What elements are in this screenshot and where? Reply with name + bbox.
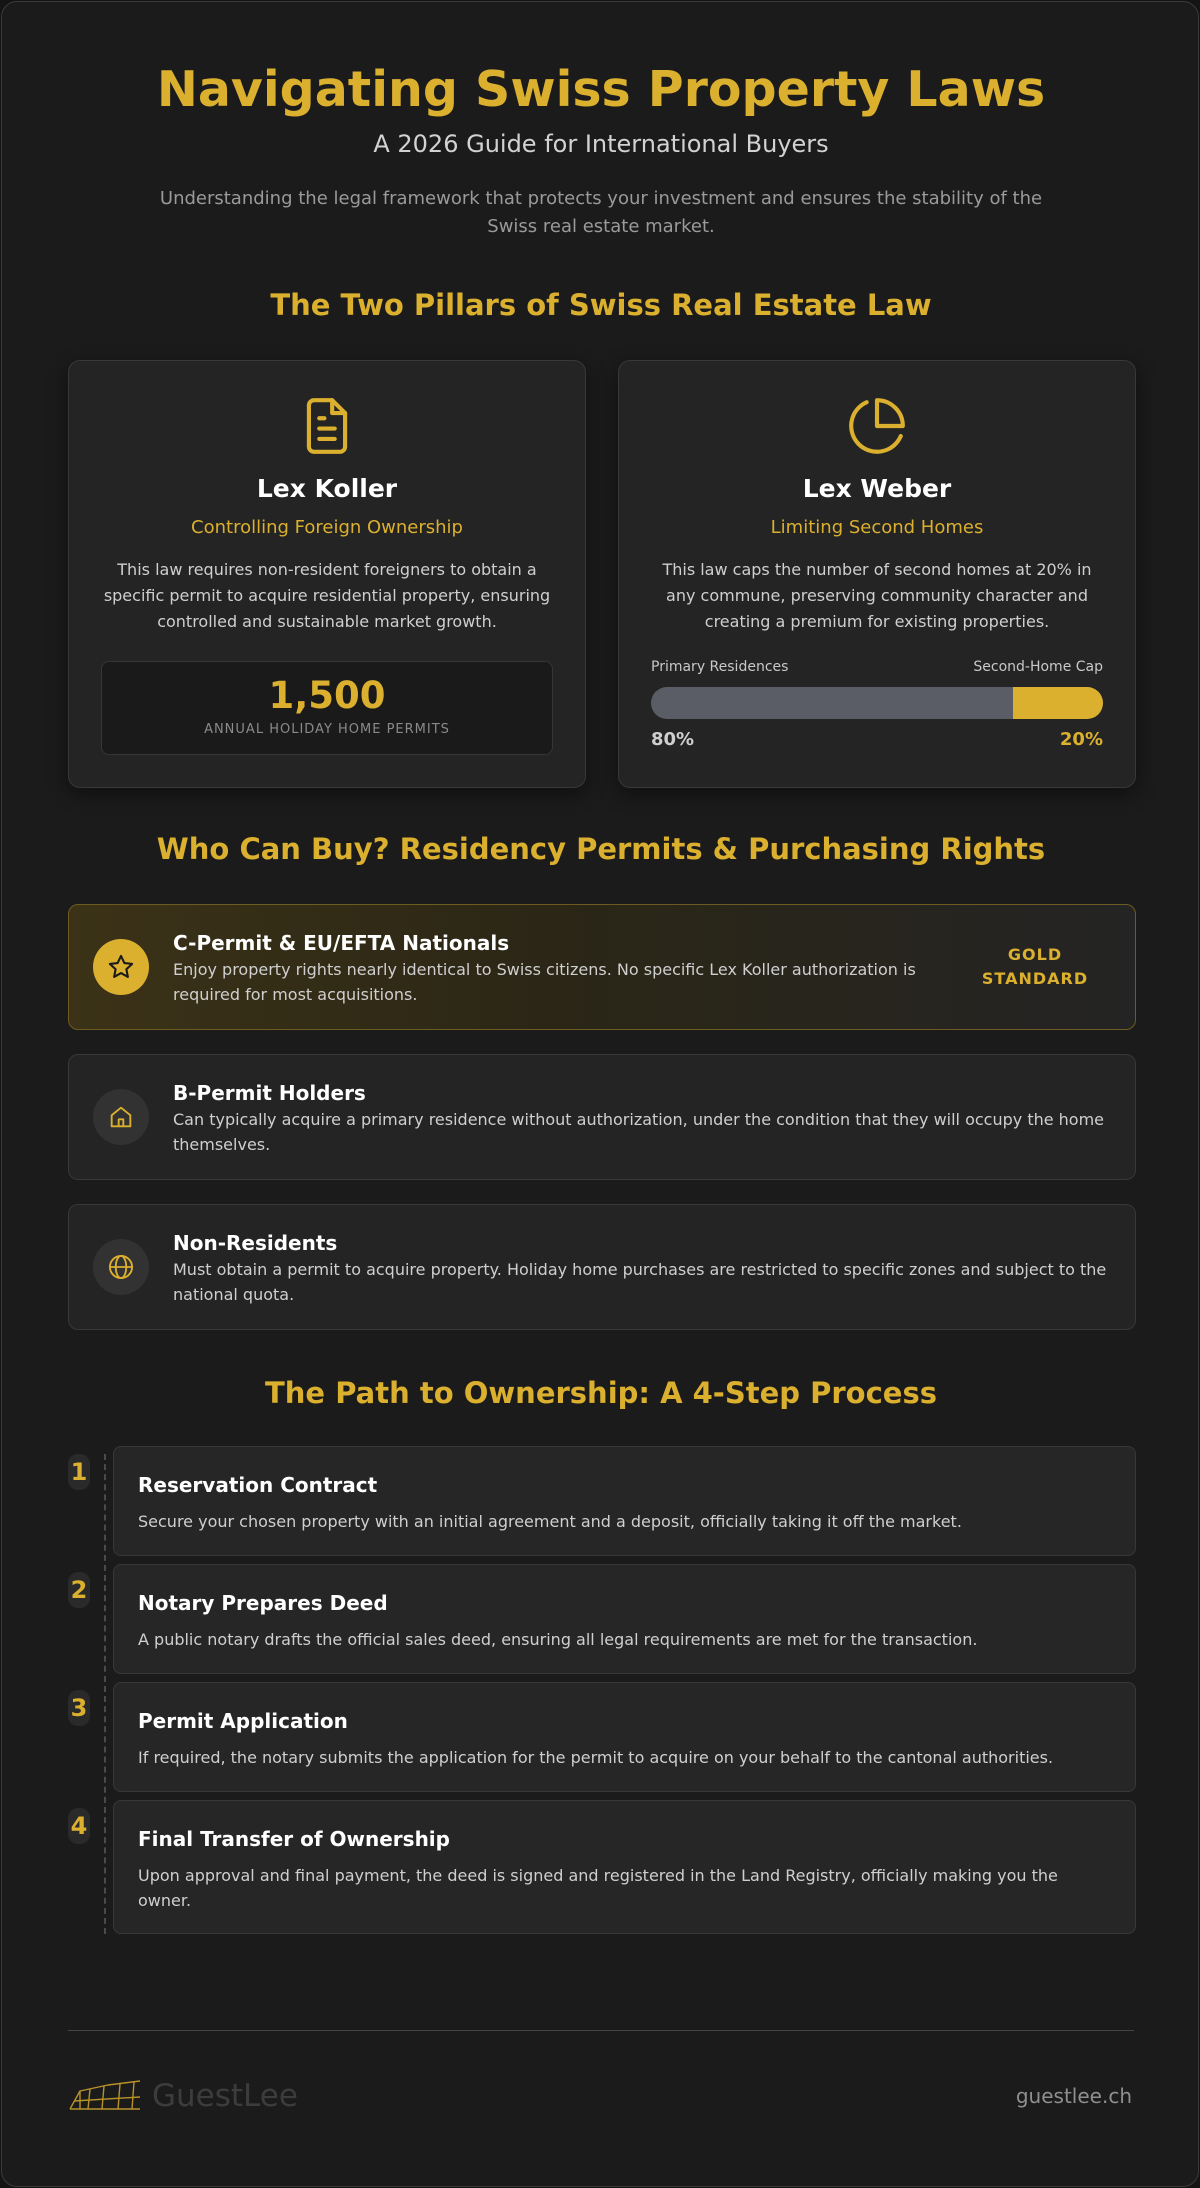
- primary-residences-value: 80%: [651, 729, 695, 750]
- step-card-reservation: [113, 1446, 1136, 1556]
- star-icon-circle: [93, 939, 149, 995]
- permit-stat-value: 1,500: [268, 674, 386, 717]
- globe-icon-circle: [93, 1239, 149, 1295]
- step-description: If required, the notary submits the application for the permit to acquire on your behalf to the cantonal authorities.: [138, 1748, 1054, 1767]
- step-title: Reservation Contract: [138, 1473, 378, 1497]
- intro-text: Understanding the legal framework that protects your investment and ensures the stability of the Swiss real estate market.: [159, 188, 1043, 237]
- gold-standard-badge: GOLD STANDARD: [981, 945, 1089, 988]
- buyer-title: B-Permit Holders: [173, 1081, 366, 1105]
- step-description: A public notary drafts the official sales deed, ensuring all legal requirements are met for the transaction.: [138, 1630, 978, 1649]
- permit-stat-box: [101, 661, 553, 755]
- buyer-title: C-Permit & EU/EFTA Nationals: [173, 931, 510, 955]
- step-number: 2: [68, 1572, 90, 1608]
- home-icon: [107, 1103, 135, 1131]
- step-title: Final Transfer of Ownership: [138, 1827, 450, 1851]
- buyer-description: Can typically acquire a primary residence without authorization, under the condition that they will occupy the home themselves.: [173, 1110, 1105, 1154]
- step-card-notary: [113, 1564, 1136, 1674]
- buyers-heading: Who Can Buy? Residency Permits & Purchasing Rights: [156, 832, 1046, 866]
- step-number: 3: [68, 1690, 90, 1726]
- step-card-transfer: [113, 1800, 1136, 1934]
- pie-chart-icon: [846, 395, 908, 457]
- step-title: Permit Application: [138, 1709, 348, 1733]
- step-description: Secure your chosen property with an initial agreement and a deposit, officially taking it off the market.: [138, 1512, 962, 1531]
- website-link[interactable]: guestlee.ch: [1015, 2084, 1132, 2108]
- lex-koller-name: Lex Koller: [256, 474, 398, 503]
- step-card-permit: [113, 1682, 1136, 1792]
- globe-icon: [107, 1253, 135, 1281]
- second-home-cap-value: 20%: [1059, 729, 1103, 750]
- document-icon: [296, 395, 358, 457]
- second-home-cap-label: Second-Home Cap: [973, 659, 1103, 675]
- second-home-bar: [651, 687, 1103, 719]
- step-title: Notary Prepares Deed: [138, 1591, 388, 1615]
- second-home-cap-fill: [1013, 687, 1103, 719]
- primary-residences-label: Primary Residences: [651, 659, 789, 675]
- buyer-title: Non-Residents: [173, 1231, 338, 1255]
- permit-stat-label: ANNUAL HOLIDAY HOME PERMITS: [204, 722, 450, 737]
- second-home-bar-labels: [651, 659, 1103, 675]
- lex-weber-name: Lex Weber: [802, 474, 952, 503]
- infographic-page: [1, 1, 1199, 2187]
- lex-koller-description: This law requires non-resident foreigners to obtain a specific permit to acquire residential property, ensuring controlled and sustainable market growth.: [103, 560, 551, 631]
- lex-koller-card: [68, 360, 586, 788]
- lex-weber-card: [618, 360, 1136, 788]
- buyer-b-permit: [68, 1054, 1136, 1180]
- step-description: Upon approval and final payment, the deed is signed and registered in the Land Registry, officially making you the owner.: [138, 1866, 1058, 1910]
- guestlee-logo-text: GuestLee: [152, 2078, 298, 2114]
- star-icon: [107, 953, 135, 981]
- page-subtitle: A 2026 Guide for International Buyers: [373, 130, 829, 158]
- home-icon-circle: [93, 1089, 149, 1145]
- buyer-non-residents: [68, 1204, 1136, 1330]
- page-title: Navigating Swiss Property Laws: [156, 61, 1046, 118]
- pillars-heading: The Two Pillars of Swiss Real Estate Law: [270, 288, 932, 322]
- guestlee-logo-icon: [68, 2077, 142, 2111]
- step-number: 4: [68, 1808, 90, 1844]
- lex-weber-description: This law caps the number of second homes at 20% in any commune, preserving community character and creating a premium for existing properties.: [662, 560, 1092, 631]
- buyer-description: Must obtain a permit to acquire property. Holiday home purchases are restricted to specific zones and subject to the national quota.: [173, 1260, 1107, 1304]
- buyer-description: Enjoy property rights nearly identical to Swiss citizens. No specific Lex Koller authorization is required for most acquisitions.: [173, 960, 916, 1004]
- buyer-c-permit: [68, 904, 1136, 1030]
- lex-koller-tagline: Controlling Foreign Ownership: [191, 517, 463, 538]
- step-number: 1: [68, 1454, 90, 1490]
- timeline-line: [104, 1454, 106, 1934]
- lex-weber-tagline: Limiting Second Homes: [770, 517, 984, 538]
- process-heading: The Path to Ownership: A 4-Step Process: [265, 1376, 937, 1410]
- second-home-bar-values: [651, 729, 1103, 750]
- footer-divider: [68, 2030, 1134, 2031]
